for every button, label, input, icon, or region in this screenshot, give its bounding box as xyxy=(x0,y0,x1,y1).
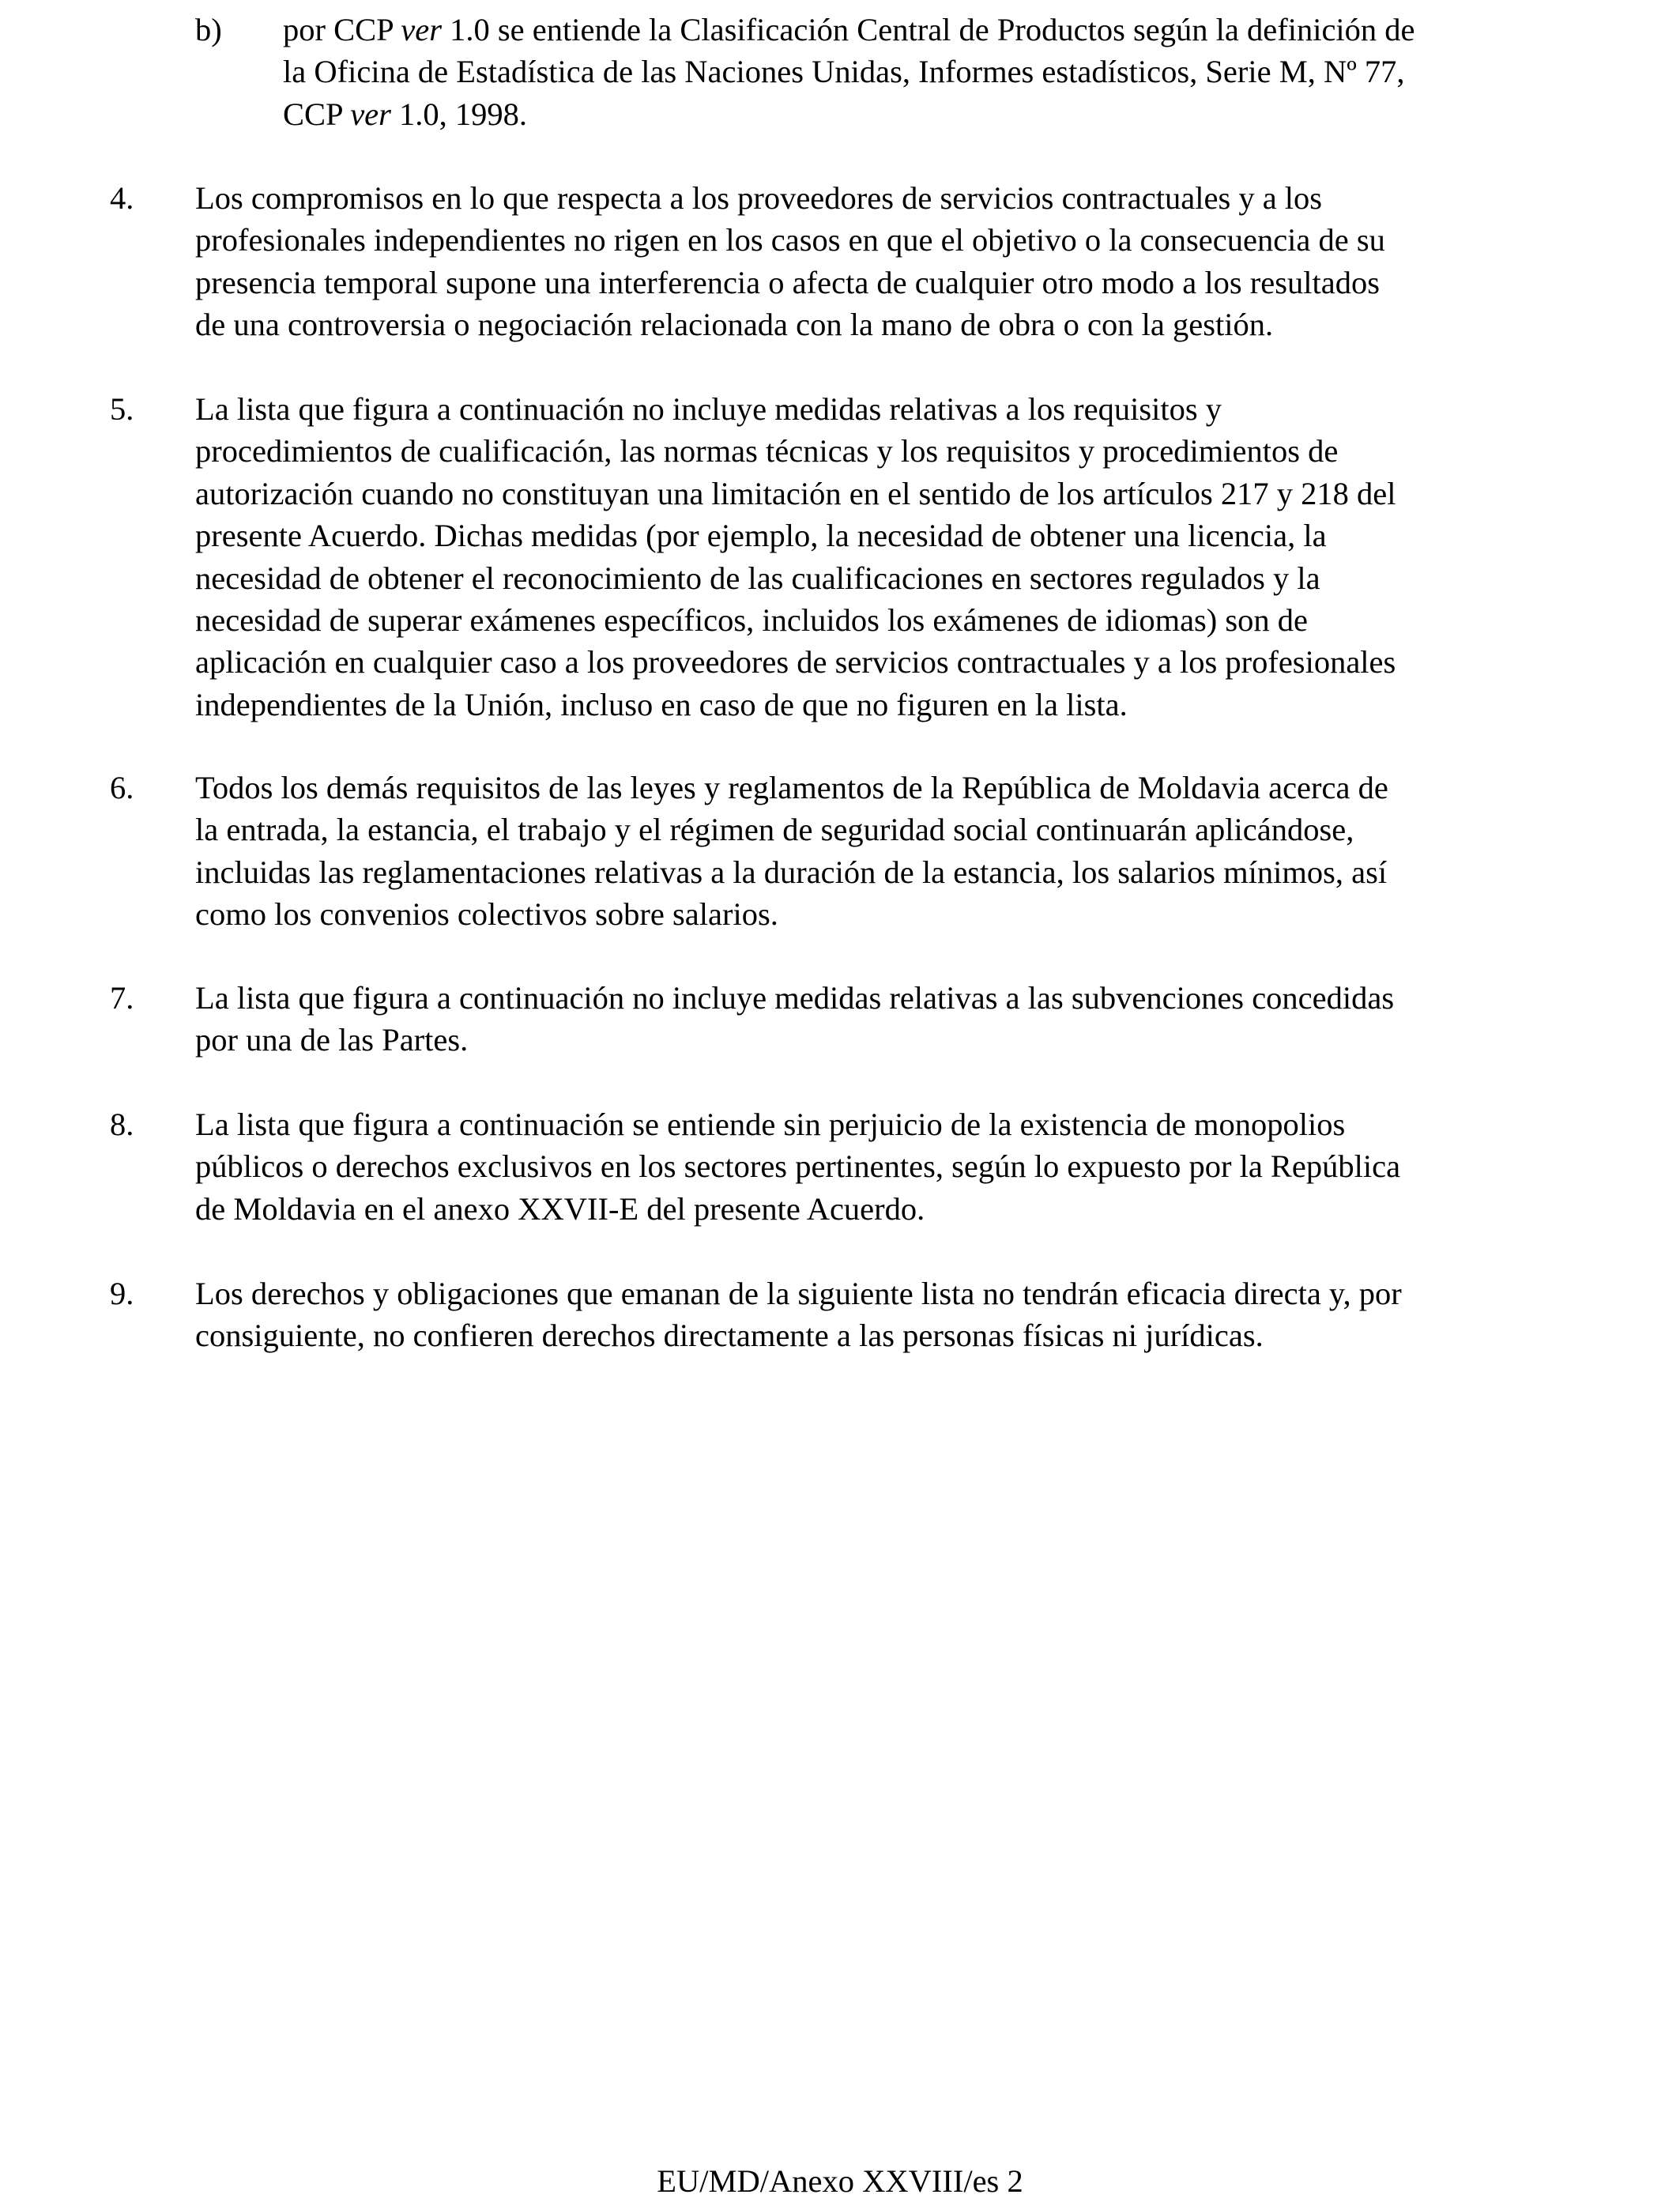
text-run: 1.0, 1998. xyxy=(390,96,528,132)
paragraph-line: Los derechos y obligaciones que emanan de la siguiente lista no tendrán eficacia directa y, por xyxy=(195,1276,1402,1311)
paragraph-number: 6. xyxy=(110,770,134,805)
paragraph-line: consiguiente, no confieren derechos directamente a las personas físicas ni jurídicas. xyxy=(195,1318,1264,1354)
paragraph-line: La lista que figura a continuación se entiende sin perjuicio de la existencia de monopolios xyxy=(195,1107,1346,1142)
italic-run: ver xyxy=(350,96,391,132)
paragraph-number: 9. xyxy=(110,1276,134,1311)
subitem-line xyxy=(283,9,1680,51)
paragraph-line: procedimientos de cualificación, las normas técnicas y los requisitos y procedimientos de xyxy=(195,433,1339,469)
paragraph-text xyxy=(195,767,1680,936)
paragraph-line: por una de las Partes. xyxy=(195,1022,469,1058)
text-run: CCP xyxy=(283,96,351,132)
text-run: 1.0 se entiende la Clasificación Central de Productos según la definición de xyxy=(442,12,1415,47)
paragraph-line: autorización cuando no constituyan una limitación en el sentido de los artículos 217 y 218 del xyxy=(195,475,1396,511)
paragraph-line: necesidad de obtener el reconocimiento de las cualificaciones en sectores regulados y la xyxy=(195,560,1320,596)
paragraph-line: como los convenios colectivos sobre salarios. xyxy=(195,896,778,933)
subitem-text xyxy=(283,9,1680,135)
paragraph-text xyxy=(195,177,1680,346)
paragraph-number: 4. xyxy=(110,180,134,216)
subitem-line xyxy=(283,93,1680,135)
paragraph-line: la entrada, la estancia, el trabajo y el régimen de seguridad social continuarán aplicándose, xyxy=(195,812,1354,848)
subitem-label: b) xyxy=(195,12,222,47)
page-footer: EU/MD/Anexo XXVIII/es 2 xyxy=(657,2163,1023,2199)
paragraph-number: 7. xyxy=(110,980,134,1016)
paragraph-line: profesionales independientes no rigen en los casos en que el objetivo o la consecuencia de su xyxy=(195,222,1385,258)
paragraph-line: incluidas las reglamentaciones relativas a la duración de la estancia, los salarios mínimos, así xyxy=(195,854,1388,890)
paragraph-number: 5. xyxy=(110,391,134,427)
paragraph-line: Todos los demás requisitos de las leyes y reglamentos de la República de Moldavia acerca de xyxy=(195,770,1388,805)
italic-run: ver xyxy=(401,12,443,47)
paragraph-line: aplicación en cualquier caso a los proveedores de servicios contractuales y a los profesionales xyxy=(195,644,1396,681)
paragraph-text xyxy=(195,977,1680,1061)
paragraph-line: de una controversia o negociación relacionada con la mano de obra o con la gestión. xyxy=(195,307,1274,343)
paragraph-line: públicos o derechos exclusivos en los sectores pertinentes, según lo expuesto por la República xyxy=(195,1148,1401,1185)
paragraph-line: de Moldavia en el anexo XXVII-E del presente Acuerdo. xyxy=(195,1190,925,1227)
paragraph-line: necesidad de superar exámenes específicos, incluidos los exámenes de idiomas) son de xyxy=(195,602,1309,639)
subitem-line: la Oficina de Estadística de las Naciones Unidas, Informes estadísticos, Serie M, Nº 77, xyxy=(283,54,1405,90)
paragraph-text xyxy=(195,1103,1680,1230)
paragraph-text xyxy=(195,388,1680,726)
paragraph-line: Los compromisos en lo que respecta a los proveedores de servicios contractuales y a los xyxy=(195,180,1323,216)
paragraph-line: presencia temporal supone una interferencia o afecta de cualquier otro modo a los resultados xyxy=(195,264,1381,300)
paragraph-line: independientes de la Unión, incluso en caso de que no figuren en la lista. xyxy=(195,686,1128,722)
paragraph-number: 8. xyxy=(110,1107,134,1142)
paragraph-text xyxy=(195,1273,1680,1357)
paragraph-line: presente Acuerdo. Dichas medidas (por ejemplo, la necesidad de obtener una licencia, la xyxy=(195,518,1327,554)
paragraph-line: La lista que figura a continuación no incluye medidas relativas a las subvenciones concedidas xyxy=(195,980,1395,1016)
text-run: por CCP xyxy=(283,12,401,47)
paragraph-line: La lista que figura a continuación no incluye medidas relativas a los requisitos y xyxy=(195,391,1222,427)
